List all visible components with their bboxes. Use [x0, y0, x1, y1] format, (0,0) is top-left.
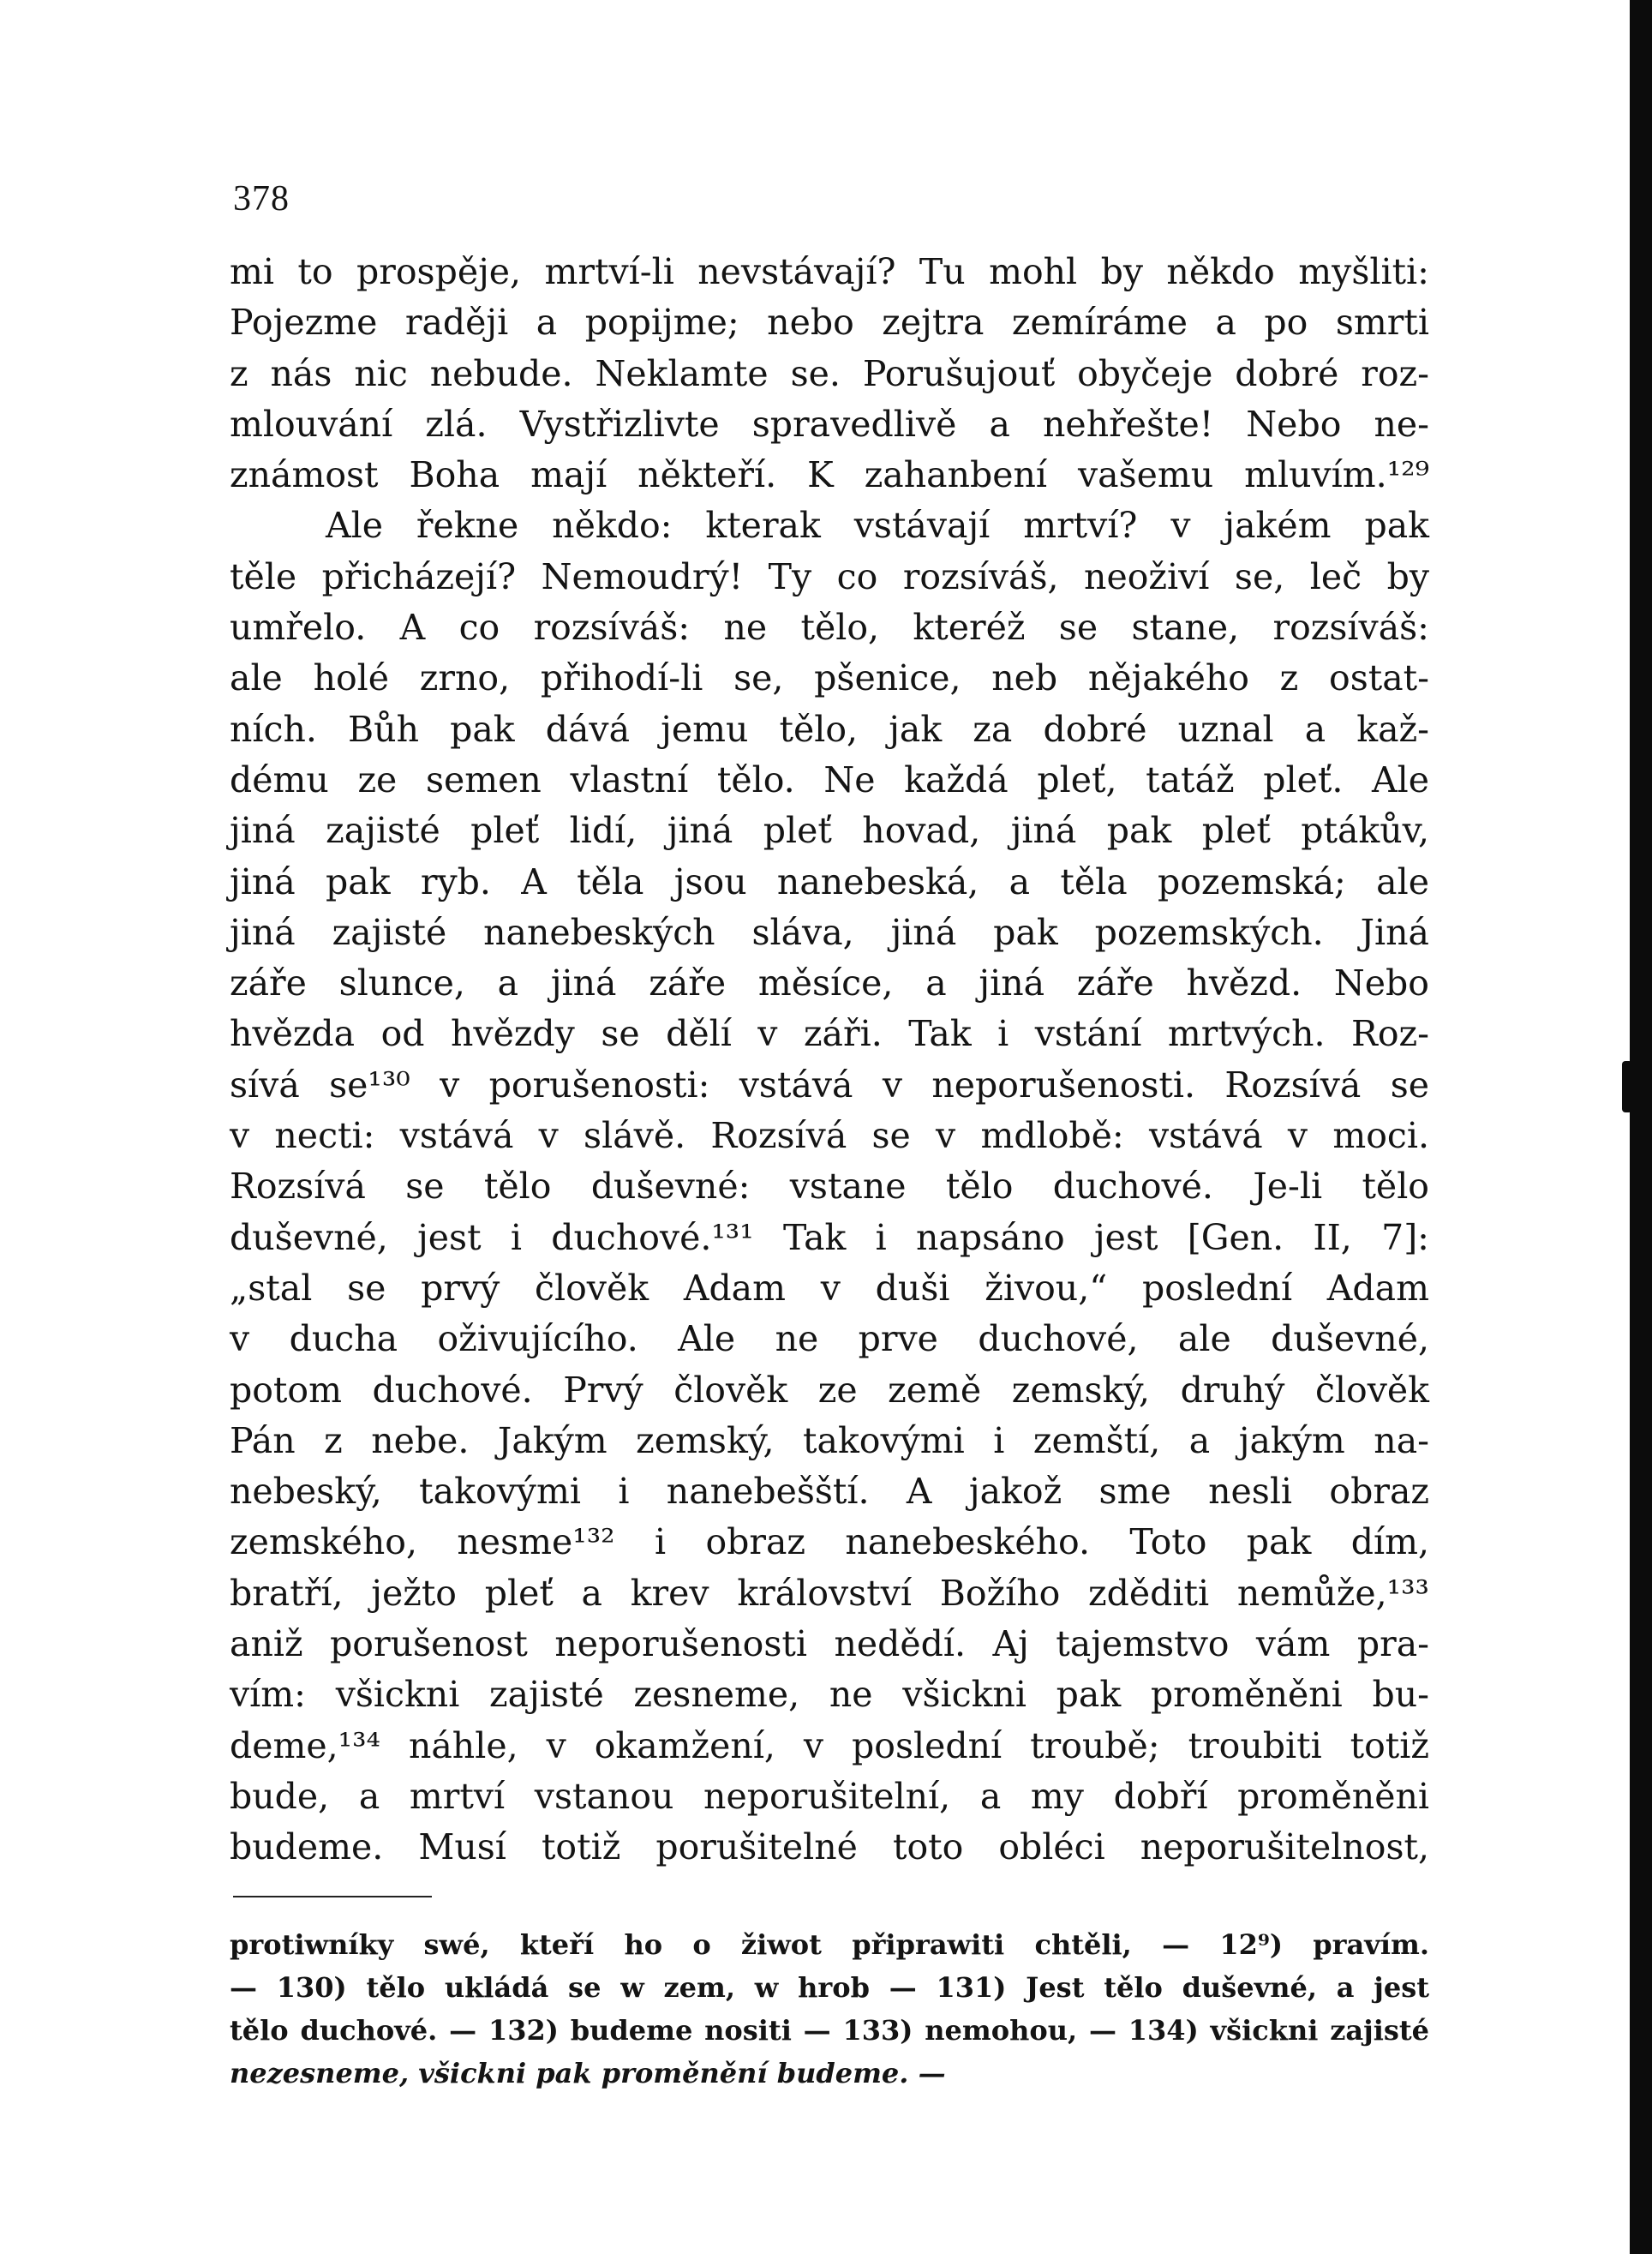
text-line: mlouvání zlá. Vystřizlivte spravedlivě a nehřešte! Nebo ne- — [230, 403, 1429, 445]
text-line: nebeský, takovými i nanebešští. A jakož sme nesli obraz — [230, 1471, 1429, 1513]
footnote-line: nezesneme, všickni pak proměnění budeme. — — [230, 2057, 946, 2089]
footnote-line: protiwníky swé, kteří ho o žiwot připrawiti chtěli, — 12⁹) pravím. — [230, 1928, 1429, 1961]
body-text — [230, 247, 1429, 1873]
footnote-line: tělo duchové. — 132) budeme nositi — 133) nemohou, — 134) všickni zajisté — [230, 2014, 1429, 2047]
text-line: budeme. Musí totiž porušitelné toto obléci neporušitelnost, — [230, 1826, 1429, 1868]
text-line: Ale řekne někdo: kterak vstávají mrtví? v jakém pak — [326, 505, 1429, 547]
text-line: Pojezme raději a popijme; nebo zejtra zemíráme a po smrti — [230, 302, 1429, 344]
text-line: bude, a mrtví vstanou neporušitelní, a my dobří proměněni — [230, 1775, 1429, 1817]
text-line: v ducha oživujícího. Ale ne prve duchové, ale duševné, — [230, 1318, 1429, 1360]
text-line: jiná pak ryb. A těla jsou nanebeská, a těla pozemská; ale — [230, 860, 1429, 902]
footnote-divider — [233, 1896, 432, 1897]
text-line: sívá se¹³⁰ v porušenosti: vstává v neporušenosti. Rozsívá se — [230, 1064, 1429, 1106]
text-line: známost Boha mají někteří. K zahanbení vašemu mluvím.¹²⁹ — [230, 454, 1429, 496]
text-line: vím: všickni zajisté zesneme, ne všickni pak proměněni bu- — [230, 1674, 1429, 1716]
text-line: Pán z nebe. Jakým zemský, takovými i zemští, a jakým na- — [230, 1419, 1429, 1461]
text-line: zemského, nesme¹³² i obraz nanebeského. Toto pak dím, — [230, 1521, 1429, 1563]
text-line: jiná zajisté nanebeských sláva, jiná pak pozemských. Jiná — [230, 911, 1429, 953]
page-number: 378 — [233, 179, 290, 219]
text-line: mi to prospěje, mrtví-li nevstávají? Tu mohl by někdo myšliti: — [230, 251, 1429, 292]
text-line: v necti: vstává v slávě. Rozsívá se v mdlobě: vstává v moci. — [230, 1115, 1429, 1157]
text-line: Rozsívá se tělo duševné: vstane tělo duchové. Je-li tělo — [230, 1166, 1429, 1208]
scan-edge-notch — [1622, 1061, 1632, 1112]
text-line: těle přicházejí? Nemoudrý! Ty co rozsíváš, neoživí se, leč by — [230, 555, 1429, 597]
scan-edge-border — [1630, 0, 1652, 2254]
text-line: z nás nic nebude. Neklamte se. Porušujouť obyčeje dobré roz- — [230, 352, 1429, 394]
text-line: dému ze semen vlastní tělo. Ne každá pleť, tatáž pleť. Ale — [230, 758, 1429, 800]
text-line: deme,¹³⁴ náhle, v okamžení, v poslední troubě; troubiti totiž — [230, 1724, 1429, 1766]
text-line: bratří, ježto pleť a krev království Božího zděditi nemůže,¹³³ — [230, 1572, 1429, 1614]
text-line: ních. Bůh pak dává jemu tělo, jak za dobré uznal a kaž- — [230, 708, 1429, 750]
text-line: „stal se prvý člověk Adam v duši živou,“ poslední Adam — [230, 1267, 1429, 1309]
text-line: záře slunce, a jiná záře měsíce, a jiná záře hvězd. Nebo — [230, 962, 1429, 1004]
footnote-line: — 130) tělo ukládá se w zem, w hrob — 131) Jest tělo duševné, a jest — [230, 1971, 1429, 2004]
footnotes — [230, 1923, 1429, 2095]
text-line: hvězda od hvězdy se dělí v záři. Tak i vstání mrtvých. Roz- — [230, 1013, 1429, 1055]
text-line: aniž porušenost neporušenosti nedědí. Aj tajemstvo vám pra- — [230, 1623, 1429, 1665]
text-line: ale holé zrno, přihodí-li se, pšenice, neb nějakého z ostat- — [230, 657, 1429, 699]
text-line: jiná zajisté pleť lidí, jiná pleť hovad, jiná pak pleť ptákův, — [230, 810, 1429, 852]
text-line: umřelo. A co rozsíváš: ne tělo, kteréž se stane, rozsíváš: — [230, 607, 1429, 649]
text-line: potom duchové. Prvý člověk ze země zemský, druhý člověk — [230, 1369, 1429, 1411]
text-line: duševné, jest i duchové.¹³¹ Tak i napsáno jest [Gen. II, 7]: — [230, 1216, 1429, 1258]
